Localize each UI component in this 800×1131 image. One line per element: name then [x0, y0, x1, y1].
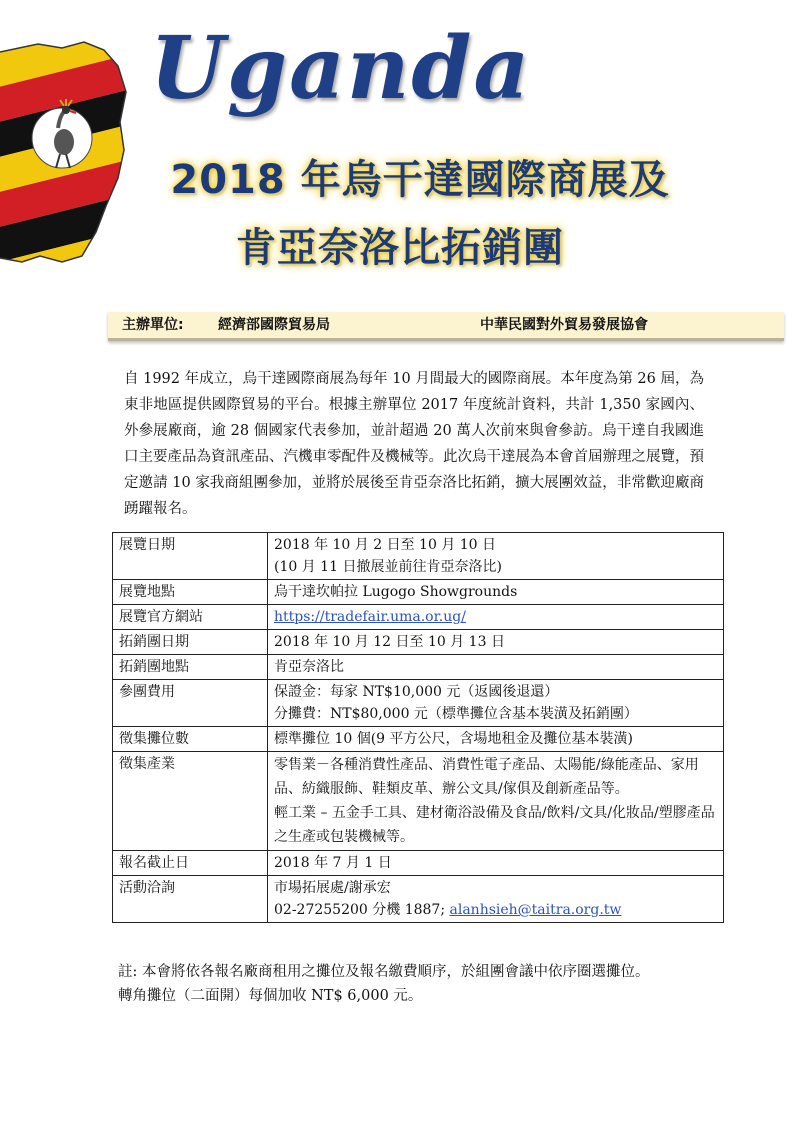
organizer-bar — [108, 312, 784, 341]
info-table — [112, 532, 724, 923]
industries-value — [268, 752, 724, 851]
note-line2: 轉角攤位（二面開）每個加收 NT$ 6,000 元。 — [118, 988, 423, 1004]
contact-line2 — [274, 899, 717, 921]
exhibition-dates-line1: 2018 年 10 月 2 日至 10 月 10 日 — [274, 537, 497, 553]
contact-person: 市場拓展處/謝承宏 — [274, 880, 391, 896]
exhibition-dates-value — [268, 533, 724, 580]
contact-email-link[interactable]: alanhsieh@taitra.org.tw — [449, 902, 622, 918]
industries-retail: 零售業－各種消費性產品、消費性電子產品、太陽能/綠能產品、家用品、紡織服飾、鞋類皮革、辦公文具/傢俱及創新產品等。 — [274, 757, 699, 797]
industries-label: 徵集產業 — [113, 752, 268, 851]
uganda-logo-wordmark: Uganda — [150, 18, 532, 119]
notes — [118, 960, 758, 1008]
mission-dates-value: 2018 年 10 月 12 日至 10 月 13 日 — [268, 630, 724, 655]
row-industries — [113, 752, 724, 851]
mission-dates-label: 拓銷團日期 — [113, 630, 268, 655]
mission-location-value: 肯亞奈洛比 — [268, 655, 724, 680]
fees-value — [268, 680, 724, 727]
row-website — [113, 605, 724, 630]
website-link[interactable]: https://tradefair.uma.or.ug/ — [274, 609, 466, 625]
industries-light: 輕工業 – 五金手工具、建材衛浴設備及食品/飲料/文具/化妝品/塑膠產品之生產或包裝機械等。 — [274, 805, 715, 845]
row-mission-dates — [113, 630, 724, 655]
booths-value: 標準攤位 10 個(9 平方公尺，含場地租金及攤位基本裝潢) — [268, 727, 724, 752]
contact-label: 活動洽詢 — [113, 876, 268, 923]
exhibition-dates-label: 展覽日期 — [113, 533, 268, 580]
intro-paragraph: 自 1992 年成立，烏干達國際商展為每年 10 月間最大的國際商展。本年度為第 26 屆，為東非地區提供國際貿易的平台。根據主辦單位 2017 年度統計資料，共計 1,350 家國內、外參展廠商，逾 28 個國家代表參加，並計超過 20 萬人次前來與會參訪。烏干達自我國進口主要產品為資訊產品、汽機車零配件及機械等。此次烏干達展為本會首屆辦理之展覽，預定邀請 10 家我商組團參加，並將於展後至肯亞奈洛比拓銷，擴大展團效益，非常歡迎廠商踴躍報名。 — [124, 371, 704, 517]
fees-share: 分攤費：NT$80,000 元（標準攤位含基本裝潢及拓銷團） — [274, 706, 638, 722]
fees-label: 參團費用 — [113, 680, 268, 727]
mission-location-label: 拓銷團地點 — [113, 655, 268, 680]
note-line1: 註: 本會將依各報名廠商租用之攤位及報名繳費順序，於組團會議中依序圈選攤位。 — [118, 964, 650, 980]
row-exhibition-dates — [113, 533, 724, 580]
row-contact — [113, 876, 724, 923]
contact-value — [268, 876, 724, 923]
organizer-1: 經濟部國際貿易局 — [218, 317, 330, 333]
deadline-label: 報名截止日 — [113, 851, 268, 876]
organizer-2: 中華民國對外貿易發展協會 — [480, 317, 648, 333]
contact-phone: 02-27255200 分機 1887; — [274, 902, 446, 918]
website-label: 展覽官方網站 — [113, 605, 268, 630]
organizer-label: 主辦單位: — [122, 317, 184, 333]
fees-deposit: 保證金：每家 NT$10,000 元（返國後退還） — [274, 684, 559, 700]
page-title-line1: 2018 年烏干達國際商展及 — [170, 157, 670, 203]
exhibition-dates-line2: (10 月 11 日撤展並前往肯亞奈洛比) — [274, 559, 502, 575]
page-title-line2: 肯亞奈洛比拓銷團 — [236, 225, 564, 271]
row-venue — [113, 580, 724, 605]
row-mission-location — [113, 655, 724, 680]
row-deadline — [113, 851, 724, 876]
row-booths — [113, 727, 724, 752]
venue-value: 烏干達坎帕拉 Lugogo Showgrounds — [268, 580, 724, 605]
venue-label: 展覽地點 — [113, 580, 268, 605]
row-fees — [113, 680, 724, 727]
deadline-value: 2018 年 7 月 1 日 — [268, 851, 724, 876]
booths-label: 徵集攤位數 — [113, 727, 268, 752]
website-cell — [268, 605, 724, 630]
